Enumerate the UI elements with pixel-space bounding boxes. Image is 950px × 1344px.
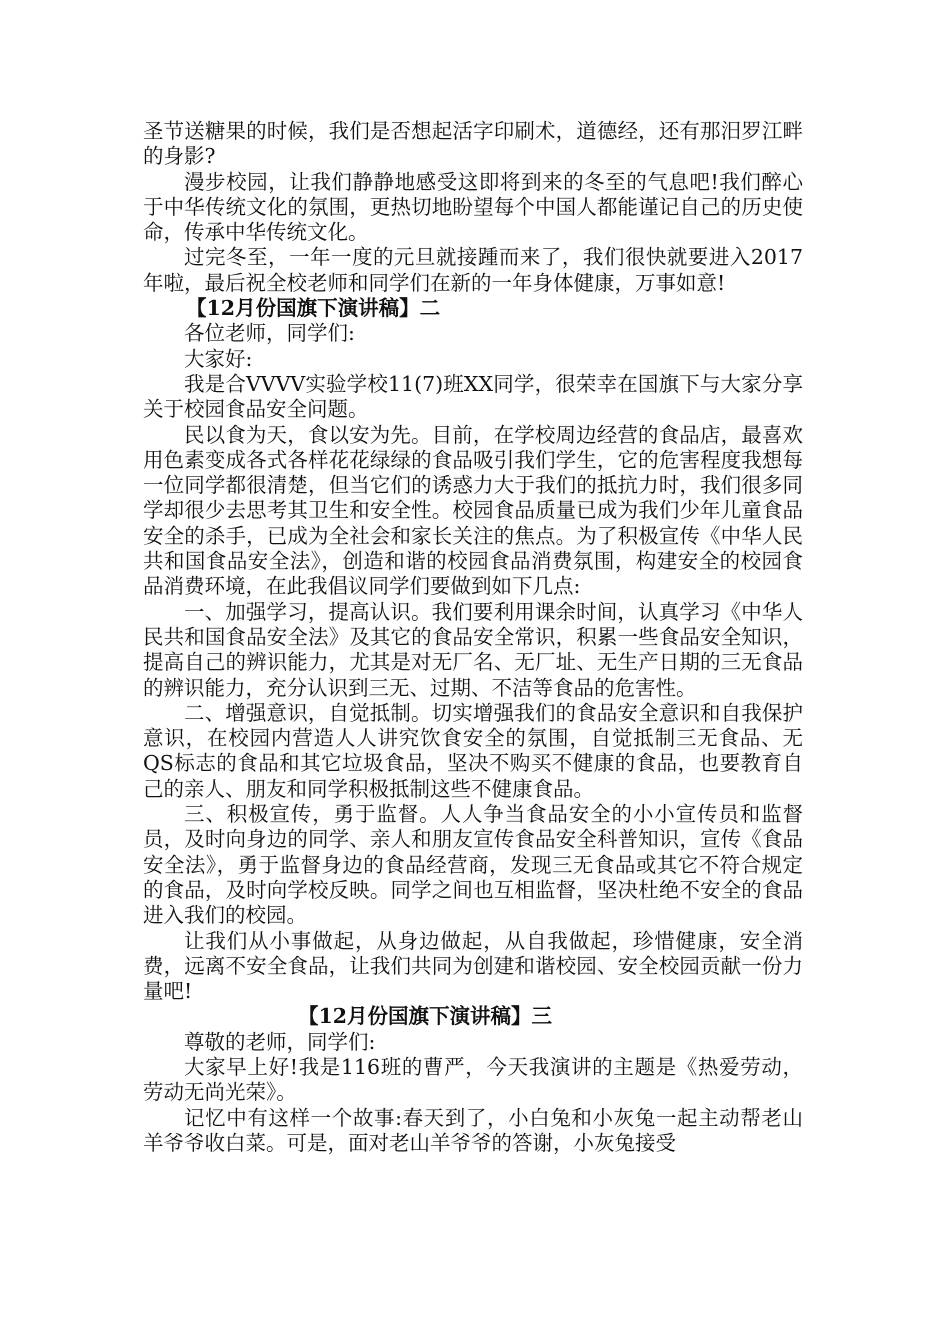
paragraph-speech-topic: 大家早上好!我是116班的曹严，今天我演讲的主题是《热爱劳动，劳动无尚光荣》。 (143, 1054, 803, 1105)
document-page (143, 119, 803, 1156)
paragraph-point-three: 三、积极宣传，勇于监督。人人争当食品安全的小小宣传员和监督员，及时向身边的同学、亲人和朋友宣传食品安全科普知识，宣传《食品安全法》，勇于监督身边的食品经营商，发现三无食品或其它不符合规定的食品，及时向学校反映。同学之间也互相监督，坚决杜绝不安全的食品进入我们的校园。 (143, 802, 803, 928)
paragraph-story: 记忆中有这样一个故事:春天到了，小白兔和小灰兔一起主动帮老山羊爷爷收白菜。可是，面对老山羊爷爷的答谢，小灰兔接受 (143, 1105, 803, 1155)
section-heading-3: 【12月份国旗下演讲稿】三 (298, 1004, 553, 1029)
paragraph-food-safety: 民以食为天，食以安为先。目前，在学校周边经营的食品店，最喜欢用色素变成各式各样花花绿绿的食品吸引我们学生，它的危害程度我想每一位同学都很清楚，但当它们的诱惑力大于我们的抵抗力时，我们很多同学却很少去思考其卫生和安全性。校园食品质量已成为我们少年儿童食品安全的杀手，已成为全社会和家长关注的焦点。为了积极宣传《中华人民共和国食品安全法》，创造和谐的校园食品消费氛围，构建安全的校园食品消费环境，在此我倡议同学们要做到如下几点: (143, 422, 803, 599)
section-heading-2: 【12月份国旗下演讲稿】二 (186, 296, 441, 321)
paragraph-point-two: 二、增强意识，自觉抵制。切实增强我们的食品安全意识和自我保护意识，在校园内营造人人讲究饮食安全的氛围，自觉抵制三无食品、无QS标志的食品和其它垃圾食品，坚决不购买不健康的食品，也要教育自己的亲人、朋友和同学积极抵制这些不健康食品。 (143, 700, 803, 801)
paragraph-continued: 圣节送糖果的时候，我们是否想起活字印刷术，道德经，还有那汨罗江畔的身影? (143, 119, 803, 169)
paragraph-new-year: 过完冬至，一年一度的元旦就接踵而来了，我们很快就要进入2017年啦，最后祝全校老师和同学们在新的一年身体健康，万事如意! (143, 245, 803, 295)
paragraph-campus-walk: 漫步校园，让我们静静地感受这即将到来的冬至的气息吧!我们醉心于中华传统文化的氛围，更热切地盼望每个中国人都能谨记自己的历史使命，传承中华传统文化。 (143, 169, 803, 245)
paragraph-closing: 让我们从小事做起，从身边做起，从自我做起，珍惜健康，安全消费，远离不安全食品，让我们共同为创建和谐校园、安全校园贡献一份力量吧! (143, 928, 803, 1004)
paragraph-point-one: 一、加强学习，提高认识。我们要利用课余时间，认真学习《中华人民共和国食品安全法》及其它的食品安全常识，积累一些食品安全知识，提高自己的辨识能力，尤其是对无厂名、无厂址、无生产日期的三无食品的辨识能力，充分认识到三无、过期、不洁等食品的危害性。 (143, 599, 803, 700)
greeting-teachers-students: 各位老师，同学们: (184, 321, 355, 346)
greeting-respected-teachers: 尊敬的老师，同学们: (184, 1029, 376, 1054)
greeting-hello: 大家好: (184, 346, 253, 371)
paragraph-introduction: 我是合VVVV实验学校11(7)班XX同学，很荣幸在国旗下与大家分享关于校园食品安全问题。 (143, 371, 803, 422)
